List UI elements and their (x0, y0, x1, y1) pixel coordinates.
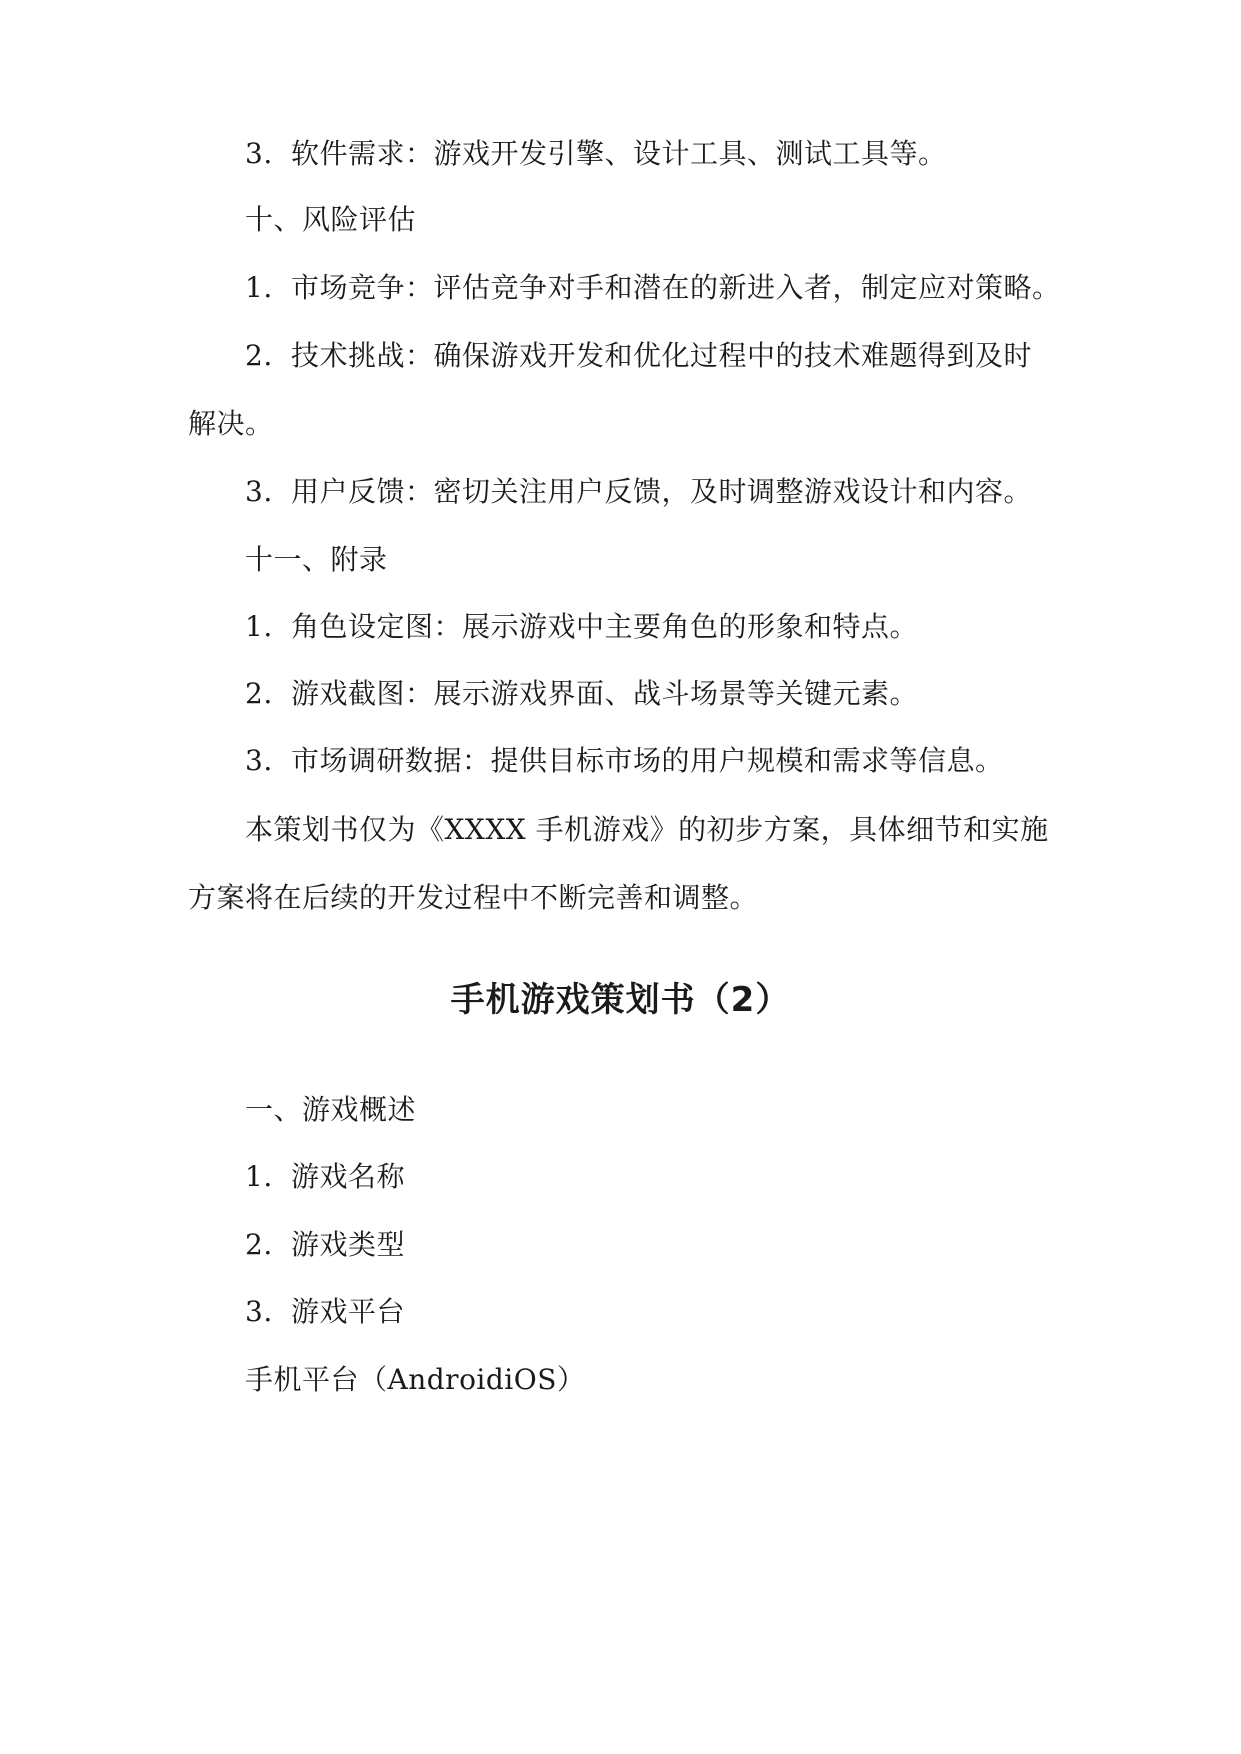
game-overview-heading: 一、游戏概述 (245, 1093, 417, 1126)
item-number: 1. (245, 1160, 273, 1193)
risk-item-feedback (245, 472, 1032, 512)
appendix-item-market-data (245, 741, 1004, 781)
item-text: 用户反馈：密切关注用户反馈，及时调整游戏设计和内容。 (291, 475, 1033, 508)
appendix-heading: 十一、附录 (245, 543, 388, 576)
item-number: 2. (245, 1228, 273, 1261)
item-text: 市场调研数据：提供目标市场的用户规模和需求等信息。 (291, 744, 1004, 777)
item-text: 游戏截图：展示游戏界面、战斗场景等关键元素。 (291, 677, 919, 710)
appendix-item-screenshots (245, 674, 918, 714)
item-number: 1. (245, 271, 273, 304)
risk-item-tech (245, 336, 1032, 376)
appendix-item-character (245, 607, 918, 647)
risk-item-tech-continuation: 解决。 (188, 407, 274, 440)
item-text: 角色设定图：展示游戏中主要角色的形象和特点。 (291, 610, 919, 643)
risk-assessment-heading: 十、风险评估 (245, 203, 417, 236)
item-text: 游戏类型 (291, 1228, 406, 1261)
closing-paragraph-line2: 方案将在后续的开发过程中不断完善和调整。 (188, 881, 759, 914)
overview-item-platform (245, 1292, 405, 1332)
section-title: 手机游戏策划书（2） (450, 980, 791, 1020)
overview-item-name (245, 1157, 405, 1197)
item-number: 2. (245, 677, 273, 710)
item-number: 3. (245, 475, 273, 508)
item-text: 市场竞争：评估竞争对手和潜在的新进入者，制定应对策略。 (291, 271, 1061, 304)
item-number: 1. (245, 610, 273, 643)
item-number: 3. (245, 137, 273, 170)
item-number: 3. (245, 744, 273, 777)
item-text: 技术挑战：确保游戏开发和优化过程中的技术难题得到及时 (291, 339, 1033, 372)
closing-paragraph-line1: 本策划书仅为《XXXX 手机游戏》的初步方案，具体细节和实施 (245, 813, 1049, 846)
item-number: 3. (245, 1295, 273, 1328)
overview-item-type (245, 1225, 405, 1265)
item-text: 游戏平台 (291, 1295, 406, 1328)
item-number: 2. (245, 339, 273, 372)
platform-detail-line: 手机平台（AndroidiOS） (245, 1363, 586, 1396)
risk-item-market (245, 268, 1061, 308)
item-text: 游戏名称 (291, 1160, 406, 1193)
item-text: 软件需求：游戏开发引擎、设计工具、测试工具等。 (291, 137, 947, 170)
software-requirement-item (245, 134, 947, 174)
